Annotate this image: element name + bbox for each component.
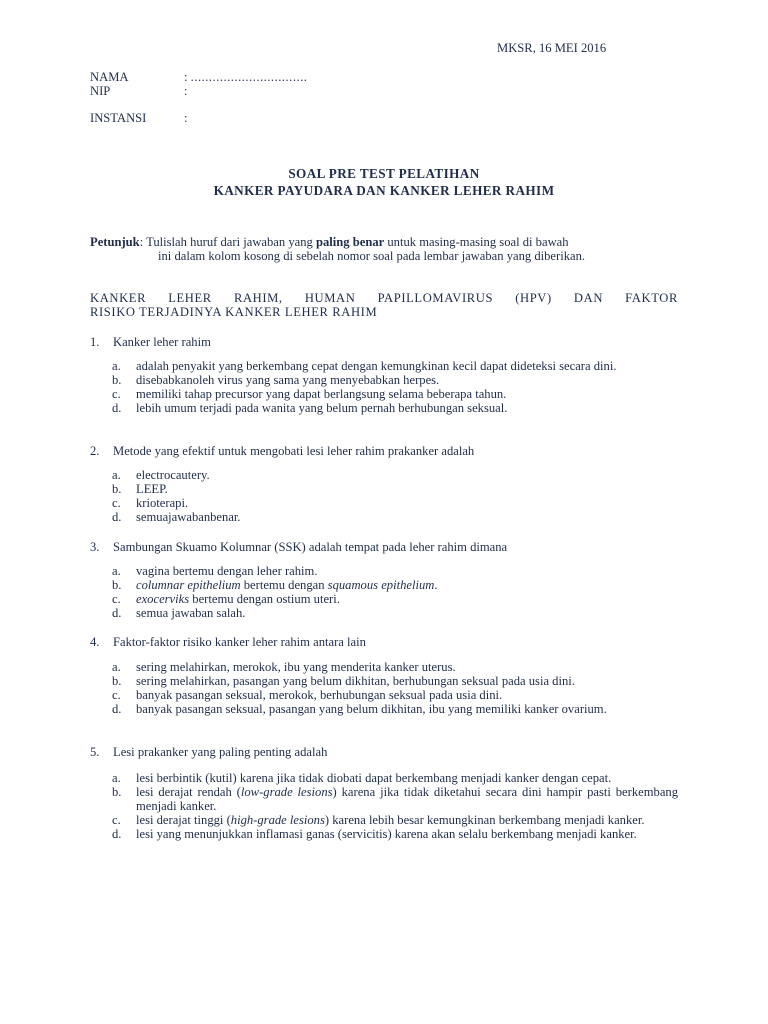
question-2-text: Metode yang efektif untuk mengobati lesi leher rahim prakanker adalah bbox=[113, 444, 475, 458]
option-letter: b. bbox=[112, 785, 122, 799]
option-letter: b. bbox=[112, 674, 122, 688]
option-letter: a. bbox=[112, 468, 121, 482]
field-nip-label: NIP bbox=[90, 84, 111, 98]
question-3 bbox=[90, 540, 678, 554]
option-letter: b. bbox=[112, 482, 122, 496]
option-text: banyak pasangan seksual, merokok, berhubungan seksual pada usia dini. bbox=[136, 688, 503, 702]
option-letter: a. bbox=[112, 564, 121, 578]
question-2-options bbox=[112, 468, 678, 524]
question-1-text: Kanker leher rahim bbox=[113, 335, 211, 349]
option-3c bbox=[112, 592, 678, 606]
option-letter: d. bbox=[112, 702, 122, 716]
instructions-part1: : Tulislah huruf dari jawaban yang bbox=[139, 235, 316, 249]
instructions-line-2: ini dalam kolom kosong di sebelah nomor soal pada lembar jawaban yang diberikan. bbox=[158, 249, 586, 263]
option-letter: d. bbox=[112, 606, 122, 620]
section-heading-line-1: KANKER LEHER RAHIM, HUMAN PAPILLOMAVIRUS (HPV) DAN FAKTOR bbox=[90, 291, 678, 305]
field-instansi-sep: : bbox=[184, 111, 188, 125]
option-2b bbox=[112, 482, 678, 496]
section-heading-line-2: RISIKO TERJADINYA KANKER LEHER RAHIM bbox=[90, 305, 378, 319]
option-5b bbox=[112, 785, 678, 813]
option-letter: a. bbox=[112, 771, 121, 785]
option-5d bbox=[112, 827, 678, 841]
option-letter: c. bbox=[112, 813, 121, 827]
title-line-2: KANKER PAYUDARA DAN KANKER LEHER RAHIM bbox=[213, 183, 555, 198]
option-letter: c. bbox=[112, 387, 121, 401]
option-text: lesi berbintik (kutil) karena jika tidak diobati dapat berkembang menjadi kanker dengan cepat. bbox=[136, 771, 612, 785]
option-letter: b. bbox=[112, 578, 122, 592]
field-nip bbox=[90, 84, 188, 98]
question-4-number: 4. bbox=[90, 635, 100, 649]
question-1-options bbox=[112, 359, 678, 415]
option-text bbox=[136, 578, 678, 592]
field-nip-sep: : bbox=[184, 84, 188, 98]
option-text-pre: lesi derajat rendah ( bbox=[136, 785, 241, 799]
option-letter: a. bbox=[112, 660, 121, 674]
option-letter: d. bbox=[112, 510, 122, 524]
option-2a bbox=[112, 468, 678, 482]
option-1b bbox=[112, 373, 678, 387]
option-text: krioterapi. bbox=[136, 496, 189, 510]
option-5c bbox=[112, 813, 678, 827]
option-text-mid: bertemu dengan bbox=[240, 578, 328, 592]
question-3-number: 3. bbox=[90, 540, 100, 554]
question-5-number: 5. bbox=[90, 745, 100, 759]
option-italic-term: high-grade lesions bbox=[230, 813, 325, 827]
option-letter: b. bbox=[112, 373, 122, 387]
question-2 bbox=[90, 444, 678, 458]
instructions-label: Petunjuk bbox=[90, 235, 140, 249]
option-text: lesi yang menunjukkan inflamasi ganas (servicitis) karena akan selalu berkembang menjadi kanker. bbox=[136, 827, 637, 841]
option-letter: a. bbox=[112, 359, 121, 373]
section-heading bbox=[90, 291, 678, 319]
option-text: electrocautery. bbox=[136, 468, 210, 482]
option-1a bbox=[112, 359, 678, 373]
option-text: semua jawaban salah. bbox=[136, 606, 246, 620]
option-italic-term: exocerviks bbox=[136, 592, 190, 606]
option-text: disebabkanoleh virus yang sama yang menyebabkan herpes. bbox=[136, 373, 440, 387]
question-4-options bbox=[112, 660, 678, 716]
question-4 bbox=[90, 635, 678, 649]
option-text bbox=[136, 813, 678, 827]
option-text: sering melahirkan, pasangan yang belum dikhitan, berhubungan seksual pada usia dini. bbox=[136, 674, 575, 688]
option-3b bbox=[112, 578, 678, 592]
option-1d bbox=[112, 401, 678, 415]
option-italic-term: low-grade lesions bbox=[240, 785, 333, 799]
option-text: semuajawabanbenar. bbox=[136, 510, 241, 524]
option-text: banyak pasangan seksual, pasangan yang belum dikhitan, ibu yang memiliki kanker ovarium. bbox=[136, 702, 607, 716]
instructions-bold: paling benar bbox=[315, 235, 385, 249]
option-text-pre: lesi derajat tinggi ( bbox=[136, 813, 231, 827]
option-text: vagina bertemu dengan leher rahim. bbox=[136, 564, 318, 578]
option-2c bbox=[112, 496, 678, 510]
title-line-1: SOAL PRE TEST PELATIHAN bbox=[288, 166, 480, 181]
question-1 bbox=[90, 335, 678, 349]
field-nama-label: NAMA bbox=[90, 70, 129, 84]
field-nama-sep: : bbox=[184, 70, 188, 84]
option-3d bbox=[112, 606, 678, 620]
option-text: memiliki tahap precursor yang dapat berlangsung selama beberapa tahun. bbox=[136, 387, 507, 401]
document-date: MKSR, 16 MEI 2016 bbox=[497, 41, 607, 55]
instructions bbox=[90, 235, 678, 263]
question-3-options bbox=[112, 564, 678, 620]
option-text bbox=[136, 592, 678, 606]
question-3-text: Sambungan Skuamo Kolumnar (SSK) adalah tempat pada leher rahim dimana bbox=[113, 540, 508, 554]
option-4a bbox=[112, 660, 678, 674]
field-instansi bbox=[90, 111, 188, 125]
option-letter: c. bbox=[112, 688, 121, 702]
field-nama bbox=[90, 70, 307, 84]
option-letter: d. bbox=[112, 401, 122, 415]
option-text-mid: bertemu dengan ostium uteri. bbox=[189, 592, 340, 606]
question-5-text: Lesi prakanker yang paling penting adalah bbox=[113, 745, 328, 759]
option-4b bbox=[112, 674, 678, 688]
option-italic-term: squamous epithelium bbox=[327, 578, 435, 592]
option-2d bbox=[112, 510, 678, 524]
option-text: adalah penyakit yang berkembang cepat dengan kemungkinan kecil dapat dideteksi secara dini. bbox=[136, 359, 617, 373]
option-5a bbox=[112, 771, 678, 785]
option-text-post: ) karena jika tidak diketahui secara dini hampir pasti berkembang menjadi kanker. bbox=[136, 785, 679, 813]
instructions-part2: untuk masing-masing soal di bawah bbox=[384, 235, 569, 249]
question-5 bbox=[90, 745, 678, 759]
option-text: lebih umum terjadi pada wanita yang belum pernah berhubungan seksual. bbox=[136, 401, 508, 415]
option-4c bbox=[112, 688, 678, 702]
option-letter: c. bbox=[112, 496, 121, 510]
option-text-end: . bbox=[434, 578, 438, 592]
question-4-text: Faktor-faktor risiko kanker leher rahim antara lain bbox=[113, 635, 366, 649]
question-5-options bbox=[112, 771, 678, 841]
option-text bbox=[136, 785, 678, 813]
question-1-number: 1. bbox=[90, 335, 100, 349]
question-2-number: 2. bbox=[90, 444, 100, 458]
option-4d bbox=[112, 702, 678, 716]
option-italic-term: columnar epithelium bbox=[136, 578, 241, 592]
option-text: LEEP. bbox=[136, 482, 168, 496]
field-nama-value: ................................ bbox=[190, 70, 308, 84]
option-3a bbox=[112, 564, 678, 578]
option-1c bbox=[112, 387, 678, 401]
option-text: sering melahirkan, merokok, ibu yang menderita kanker uterus. bbox=[136, 660, 456, 674]
option-letter: d. bbox=[112, 827, 122, 841]
option-text-post: ) karena lebih besar kemungkinan berkembang menjadi kanker. bbox=[324, 813, 645, 827]
field-instansi-label: INSTANSI bbox=[90, 111, 147, 125]
option-letter: c. bbox=[112, 592, 121, 606]
